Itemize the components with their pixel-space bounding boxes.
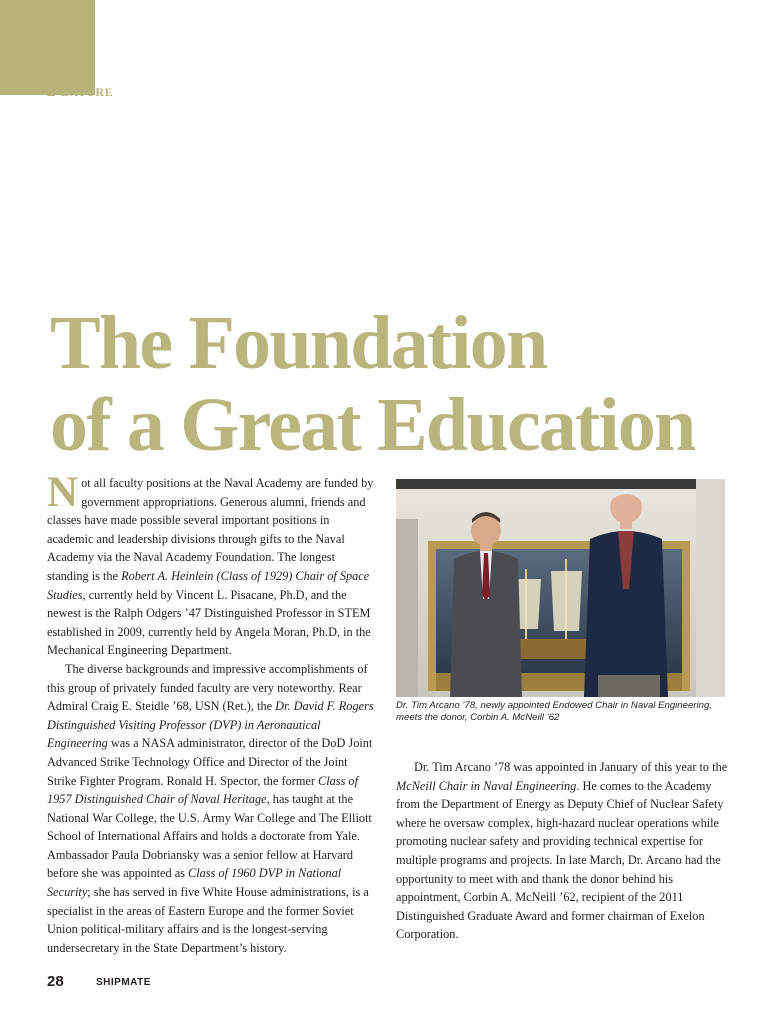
headline-line-2: of a Great Education: [50, 383, 695, 467]
photo-two-men-with-ship-model: [396, 479, 725, 697]
headline-line-1: The Foundation: [50, 301, 547, 385]
article-headline: [50, 302, 694, 466]
faculty-paragraph: The diverse backgrounds and impressive accomplishments of this group of privately funded faculty are very noteworthy. Rear Admiral Craig E. Steidle ’68, USN (Ret.), the Dr. David F. Rogers Distinguished Visiting Professor (DVP) in Aeronautical Engineering was a NASA administrator, director of the DoD Joint Advanced Strike Technology Office and Director of the Joint Strike Fighter Program. Ronald H. Spector, the former Class of 1957 Distinguished Chair of Naval Heritage, has taught at the National War College, the U.S. Army War College and The Elliott School of International Affairs and holds a doctorate from Yale. Ambassador Paula Dobriansky was a senior fellow at Harvard before she was appointed as Class of 1960 DVP in National Security; she has served in five White House administrations, is a specialist in the areas of Eastern Europe and the former Soviet Union political-military affairs and is the longest-serving undersecretary in the State Department’s history.: [47, 661, 374, 955]
arcano-paragraph: Dr. Tim Arcano ’78 was appointed in January of this year to the McNeill Chair in Naval Engineering. He comes to the Academy from the Department of Energy as Deputy Chief of Nuclear Safety where he oversaw complex, high-hazard nuclear operations while promoting nuclear safety and providing technical expertise for multiple programs and projects. In late March, Dr. Arcano had the opportunity to meet with and thank the donor behind his appointment, Corbin A. McNeill ’62, recipient of the 2011 Distinguished Graduate Award and former chairman of Exelon Corporation.: [396, 760, 728, 942]
photo-caption: Dr. Tim Arcano ’78, newly appointed Endowed Chair in Naval Engineering, meets the donor, Corbin A. McNeill ’62: [396, 700, 712, 723]
magazine-name: SHIPMATE: [96, 977, 151, 988]
left-column: [47, 469, 378, 957]
drop-cap: N: [47, 469, 79, 516]
section-label: Feature: [47, 76, 114, 101]
article-photo: [396, 479, 725, 697]
intro-paragraph: Not all faculty positions at the Naval Academy are funded by government appropriations. Generous alumni, friends and classes have made possible several important positions in academic and leadership divisions through gifts to the Naval Academy via the Naval Academy Foundation. The longest standing is the Robert A. Heinlein (Class of 1929) Chair of Space Studies, currently held by Vincent L. Pisacane, Ph.D, and the newest is the Ralph Odgers ’47 Distinguished Professor in STEM established in 2009, currently held by Angela Moran, Ph.D, in the Mechanical Engineering Department.: [47, 469, 374, 658]
page-number: 28: [47, 973, 64, 990]
right-column: [396, 758, 732, 944]
